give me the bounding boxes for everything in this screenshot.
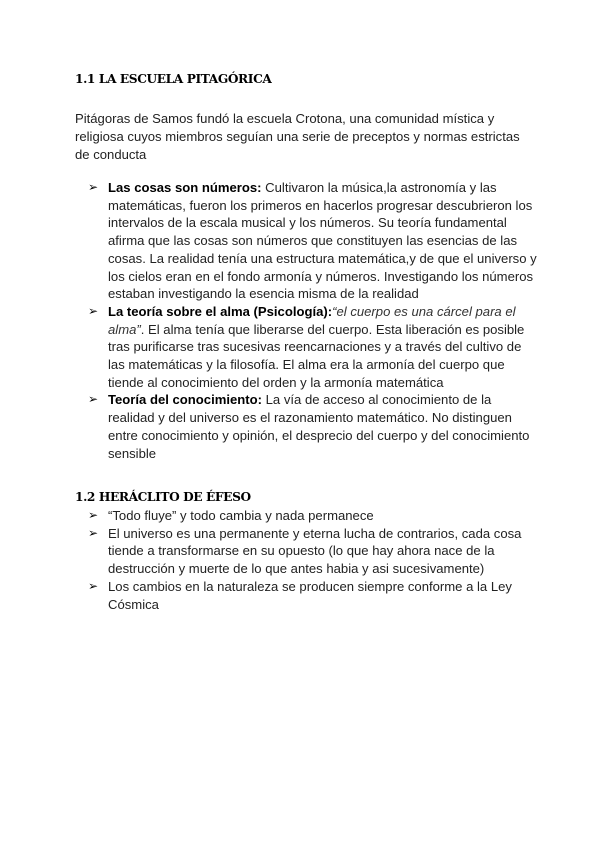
- bullet-text: Los cambios en la naturaleza se producen siempre conforme a la Ley Cósmica: [108, 578, 512, 612]
- section-title-heraclito: 1.2 HERÁCLITO DE ÉFESO: [75, 490, 251, 504]
- bullet-term: La teoría sobre el alma (Psicología):: [108, 303, 333, 319]
- bullet-text: “Todo fluye” y todo cambia y nada permanece: [108, 508, 374, 523]
- list-item: [88, 391, 538, 462]
- list-item: [88, 507, 538, 525]
- bullet-text: El universo es una permanente y eterna lucha de contrarios, cada cosa tiende a transformarse en su opuesto (lo que hay ahora nace de la destrucción y muerte de lo que antes habia y asi sucesivamente): [108, 525, 522, 577]
- arrow-bullet-icon: ➢: [88, 392, 99, 407]
- bullet-text: . El alma tenía que liberarse del cuerpo. Esta liberación es posible tras purificarse tras sucesivas reencarnaciones y a través del cultivo de las matemáticas y la filosofía. El alma era la armonía del cuerpo que tiende al conocimiento del orden y la armonía matemática: [108, 321, 525, 390]
- arrow-bullet-icon: ➢: [88, 180, 99, 194]
- arrow-bullet-icon: ➢: [88, 525, 99, 540]
- list-item: [88, 179, 538, 303]
- bullet-quote: “el cuerpo es una cárcel para el alma”: [108, 303, 516, 337]
- arrow-bullet-icon: ➢: [88, 578, 99, 593]
- bullet-term: Las cosas son números:: [108, 180, 262, 195]
- section-title-escuela-pitagorica: 1.1 LA ESCUELA PITAGÓRICA: [75, 72, 272, 86]
- bullet-text: La vía de acceso al conocimiento de la realidad y del universo es el razonamiento matemático. No distinguen entre conocimiento y opinión, el desprecio del cuerpo y del conocimiento sensible: [108, 392, 530, 461]
- bullet-term: Teoría del conocimiento:: [108, 392, 262, 408]
- list-item: [88, 303, 538, 392]
- pitagoras-bullet-list: [88, 179, 538, 462]
- list-item: [88, 578, 538, 613]
- arrow-bullet-icon: ➢: [88, 508, 99, 522]
- list-item: [88, 525, 538, 578]
- heraclito-bullet-list: [88, 507, 538, 613]
- arrow-bullet-icon: ➢: [88, 303, 99, 318]
- bullet-text: Cultivaron la música,la astronomía y las matemáticas, fueron los primeros en hacerlos progresar descubrieron los intervalos de la escala musical y los números. Su teoría fundamental afirma que las cosas son números que constituyen las esencias de las cosas. La realidad tenía una estructura matemática,y de que el universo y los cielos eran en el fondo armonía y números. Investigando los números estaban investigando la esencia misma de la realidad: [108, 180, 537, 302]
- intro-paragraph: Pitágoras de Samos fundó la escuela Crotona, una comunidad mística y religiosa cuyos miembros seguían una serie de preceptos y normas estrictas de conducta: [75, 111, 520, 162]
